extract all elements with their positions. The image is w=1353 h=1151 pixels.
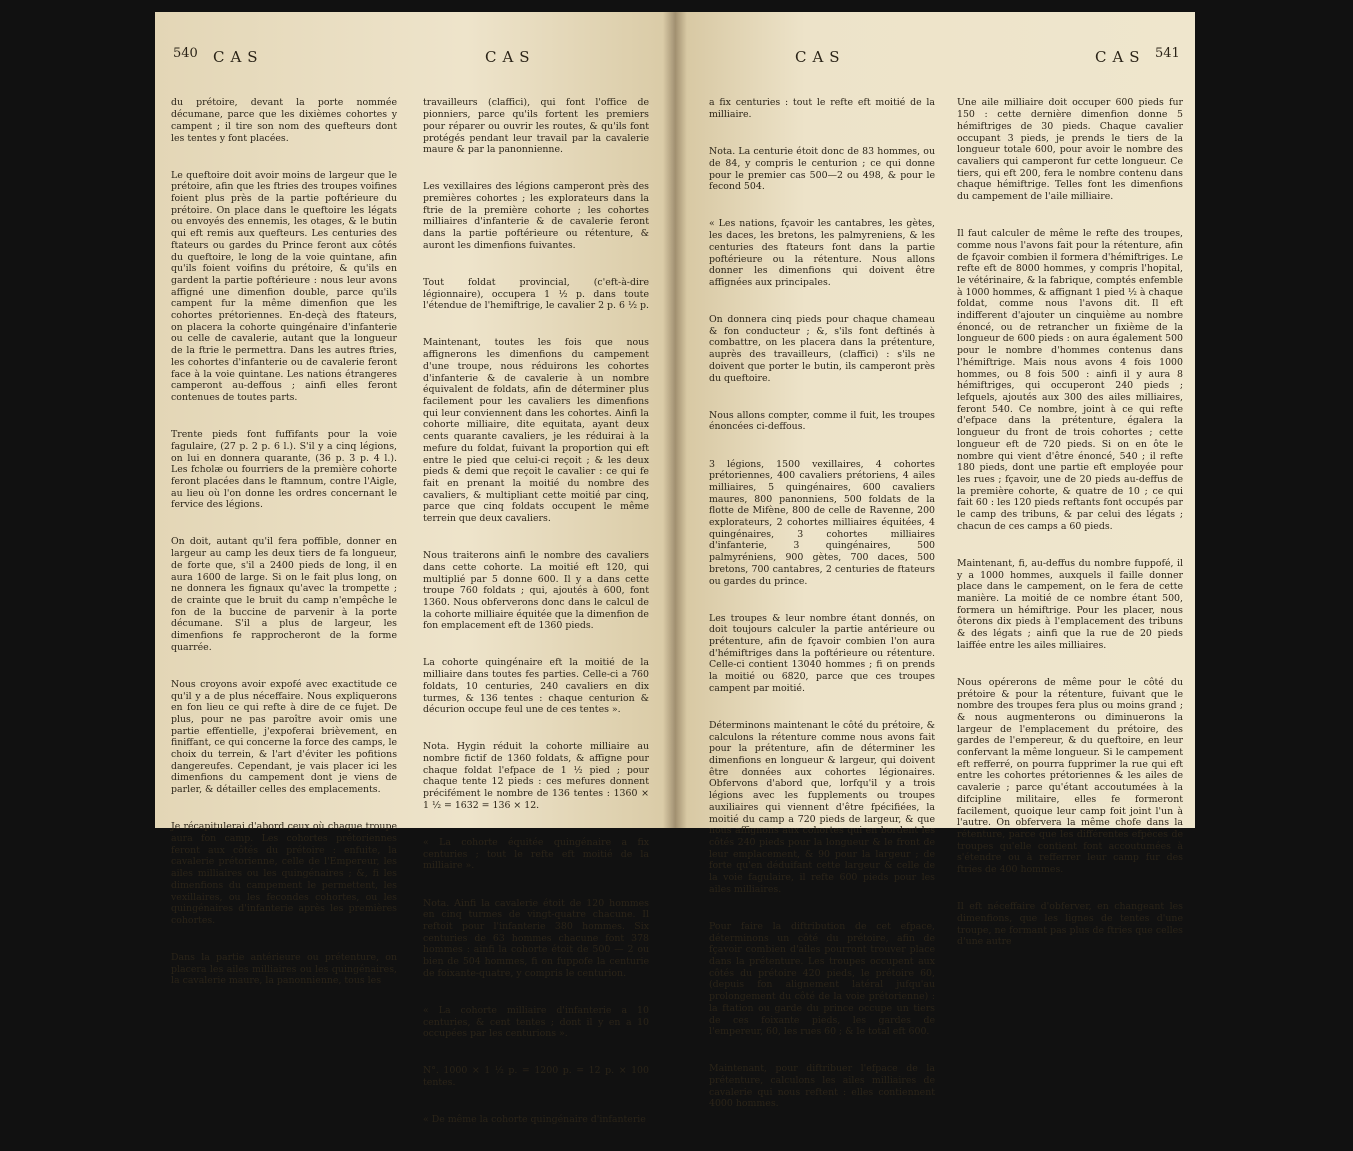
paragraph: Déterminons maintenant le côté du prétoire, & calculons la rétenture comme nous avons fait pour la prétenture, afin de déterminer les dimenfions en longueur & largeur, qui doivent être données aux cohortes légionaires. Obfervons d'abord que, lorfqu'il y a trois légions avec les fupplements ou troupes auxiliaires qui viennent d'être fpécifiées, la moitié du camp a 720 pieds de largeur, & que nous affignons aux cohortes qui en bordent les côtés 240 pieds pour la longueur & le front de leur emplacement, & 90 pour la largeur ; de forte qu'en déduifant cette largeur & celle de la voie fagulaire, il refte 600 pieds pour les ailes milliaires. — [709, 719, 938, 895]
paragraph: du prétoire, devant la porte nommée décumane, parce que les dixièmes cohortes y campent ; il tire son nom des quefteurs dont les tentes y font placées. — [171, 97, 400, 144]
paragraph: Nous traiterons ainfi le nombre des cavaliers dans cette cohorte. La moitié eft 120, qui multiplié par 5 donne 600. Il y a dans cette troupe 760 foldats ; qui, ajoutés à 600, font 1360. Nous obferverons donc dans le calcul de la cohorte milliaire équitée que la dimenfion de fon emplacement eft de 1360 pieds. — [423, 550, 652, 632]
paragraph: a fix centuries : tout le refte eft moitié de la milliaire. — [709, 97, 938, 121]
paragraph: Pour faire la diftribution de cet efpace, déterminons un côté du prétoire, afin de fçavoir combien d'ailes pourront trouver place dans la prétenture. Les troupes occupent aux côtés du prétoire 420 pieds, le prétoire 60, (depuis fon alignement latéral jufqu'au prolongement du côté de la voie prétorienne) : la ftation ou garde du prince occupe un tiers de ces foixante pieds, les gardes de l'empereur, 60, les rues 60 ; & le total eft 600. — [709, 920, 938, 1038]
text-column-right-1 — [709, 74, 938, 1110]
paragraph: Maintenant, pour diftribuer l'efpace de la prétenture, calculons les ailes milliaires de cavalerie qui nous reftent : elles contiennent 4000 hommes. — [709, 1063, 938, 1110]
text-column-right-2 — [957, 74, 1186, 948]
paragraph: Une aile milliaire doit occuper 600 pieds fur 150 : cette dernière dimenfion donne 5 hémiftriges de 30 pieds. Chaque cavalier occupant 3 pieds, je prends le tiers de la longueur totale 600, pour avoir le nombre des cavaliers qui camperont fur cette longueur. Ce tiers, qui eft 200, fera le nombre contenu dans chaque hémiftrige. Telles font les dimenfions du campement de l'aile milliaire. — [957, 97, 1186, 203]
paragraph: Tout foldat provincial, (c'eft-à-dire légionnaire), occupera 1 ½ p. dans toute l'étendue de l'hemiftrige, le cavalier 2 p. 6 ½ p. — [423, 276, 652, 312]
paragraph: 3 légions, 1500 vexillaires, 4 cohortes prétoriennes, 400 cavaliers prétoriens, 4 ailes milliaires, 5 quingénaires, 600 cavaliers maures, 800 panonniens, 500 foldats de la flotte de Mifène, 800 de celle de Ravenne, 200 explorateurs, 2 cohortes milliaires équitées, 4 quingénaires, 3 cohortes milliaires d'infanterie, 3 quingénaires, 500 palmyréniens, 900 gètes, 700 daces, 500 bretons, 700 cantabres, 2 centuries de ftateurs ou gardes du prince. — [709, 458, 938, 587]
paragraph: Dans la partie antérieure ou prétenture, on placera les ailes milliaires ou les quingénaires, la cavalerie maure, la panonnienne, tous les — [171, 952, 400, 987]
paragraph: Le queftoire doit avoir moins de largeur que le prétoire, afin que les ftries des troupes voifines foient plus près de la partie poftérieure du prétoire. On place dans le queftoire les légats ou envoyés des ennemis, les otages, & le butin qui eft remis aux quefteurs. Les centuries des ftateurs ou gardes du Prince feront aux côtés du queftoire, le long de la voie quintane, afin qu'ils foient voifins du prétoire, & qu'ils en gardent la partie poftérieure : nous leur avons affigné une dimenfion double, parce qu'ils campent fur la même dimenfion que les cohortes prétoriennes. En-deçà des ftateurs, on placera la cohorte quingénaire d'infanterie ou celle de cavalerie, autant que la longueur de la ftrie le permettra. Dans les autres ftries, les cohortes d'infanterie ou de cavalerie feront face à la voie quintane. Les nations étrangeres camperont au-deffous ; ainfi elles feront contenues de toutes parts. — [171, 169, 400, 403]
paragraph: Nota. Ainfi la cavalerie étoit de 120 hommes en cinq turmes de vingt-quatre chacune. Il reftoit pour l'infanterie 380 hommes. Six centuries de 63 hommes chacune font 378 hommes : ainfi la cohorte étoit de 500 — 2 ou bien de 504 hommes, fi on fuppofe la centurie de foixante-quatre, y compris le centurion. — [423, 897, 652, 979]
paragraph: « De même la cohorte quingénaire d'infanterie — [423, 1114, 646, 1126]
right-page — [675, 12, 1195, 1110]
paragraph: Maintenant, fi, au-deffus du nombre fuppofé, il y a 1000 hommes, auxquels il faille donner place dans le campement, on le fera de cette manière. La moitié de ce nombre étant 500, formera un hémiftrige. Pour les placer, nous ôterons dix pieds à l'emplacement des tribuns & des légats ; ainfi que la rue de 20 pieds laiffée entre les ailes milliaires. — [957, 557, 1186, 651]
paragraph: Maintenant, toutes les fois que nous affignerons les dimenfions du campement d'une troupe, nous réduirons les cohortes d'infanterie & de cavalerie à un nombre équivalent de foldats, afin de déterminer plus facilement pour les cavaliers les dimenfions qui leur conviennent dans les cohortes. Ainfi la cohorte milliaire, dite equitata, ayant deux cents quarante cavaliers, je les réduirai à la mefure du foldat, fuivant la proportion qui eft entre le pied que celui-ci reçoit ; & les deux pieds & demi que reçoit le cavalier : ce qui fe fait en prenant la moitié du nombre des cavaliers, & multipliant cette moitié par cinq, parce que cinq foldats occupent le même terrein que deux cavaliers. — [423, 337, 652, 525]
paragraph: Il eft néceffaire d'obferver, en changeant les dimenfions, que les lignes de tentes d'une troupe, ne formant pas plus de ftries que celles d'une autre — [957, 901, 1186, 948]
paragraph: « La cohorte milliaire d'infanterie a 10 centuries, & cent tentes ; dont il y en a 10 occupées par les centurions ». — [423, 1004, 652, 1040]
page-number: 541 — [1155, 46, 1180, 61]
running-head: CAS — [1095, 48, 1146, 66]
paragraph: Trente pieds font fuffifants pour la voie fagulaire, (27 p. 2 p. 6 l.). S'il y a cinq légions, on lui en donnera quarante, (36 p. 3 p. 4 l.). Les fcholæ ou fourriers de la première cohorte feront placées dans le ftamnum, contre l'Aigle, au lieu où l'on donne les ordres concernant le fervice des légions. — [171, 429, 400, 511]
paragraph: Nota. Hygin réduit la cohorte milliaire au nombre fictif de 1360 foldats, & affigne pour chaque foldat l'efpace de 1 ½ pied ; pour chaque tente 12 pieds : ces mefures donnent précifément le nombre de 136 tentes : 1360 × 1 ½ = 1632 = 136 × 12. — [423, 741, 652, 811]
paragraph: Nota. La centurie étoit donc de 83 hommes, ou de 84, y compris le centurion ; ce qui donne pour le premier cas 500—2 ou 498, & pour le fecond 504. — [709, 146, 938, 193]
paragraph: Les troupes & leur nombre étant donnés, on doit toujours calculer la partie antérieure ou prétenture, afin de fçavoir combien l'on aura d'hémiftriges dans la poftérieure ou rétenture. Celle-ci contient 13040 hommes ; fi on prends la moitié ou 6820, parce que ces troupes campent par moitié. — [709, 612, 938, 694]
text-column-left-1 — [171, 74, 400, 987]
paragraph: Je récapitulerai d'abord ceux où chaque troupe aura fon camp. Les cohortes prétoriennes feront aux côtés du prétoire : enfuite, la cavalerie prétorienne, celle de l'Empereur, les ailes milliaires ou les quingénaires ; &, fi les dimenfions du campement le permettent, les vexillaires, ou les fecondes cohortes, ou les quingénaires d'infanterie après les premières cohortes. — [171, 821, 400, 926]
paragraph: travailleurs (claffici), qui font l'office de pionniers, parce qu'ils fortent les premiers pour réparer ou ouvrir les routes, & qu'ils font protégés pendant leur travail par la cavalerie maure & par la panonnienne. — [423, 97, 652, 156]
paragraph: Les vexillaires des légions camperont près des premières cohortes ; les explorateurs dans la ftrie de la première cohorte ; les cohortes milliaires d'infanterie & de cavalerie feront dans la partie poftérieure ou rétenture, & auront les dimenfions fuivantes. — [423, 181, 652, 251]
page-number: 540 — [173, 46, 198, 61]
text-column-left-2 — [423, 74, 652, 1126]
running-head: CAS — [795, 48, 846, 66]
running-head: CAS — [485, 48, 536, 66]
paragraph: « Les nations, fçavoir les cantabres, les gètes, les daces, les bretons, les palmyreniens, & les centuries des ftateurs font dans la partie poftérieure ou la rétenture. Nous allons donner les dimenfions qui doivent être affignées aux principales. — [709, 218, 938, 288]
paragraph: « La cohorte équitée quingénaire a fix centuries ; tout le refte eft moitié de la milliaire ». — [423, 837, 652, 872]
paragraph: Nous allons compter, comme il fuit, les troupes énoncées ci-deffous. — [709, 409, 938, 433]
paragraph: Nous croyons avoir expofé avec exactitude ce qu'il y a de plus néceffaire. Nous expliquerons en fon lieu ce qui refte à dire de ce fujet. De plus, pour ne pas paroître avoir omis une partie effentielle, j'expoferai brièvement, en finiffant, ce qui concerne la force des camps, le choix du terrein, & l'art d'éviter les pofitions dangereufes. Cependant, je vais placer ici les dimenfions du campement dont je viens de parler, & détailler celles des emplacements. — [171, 678, 400, 796]
book-gutter — [663, 12, 687, 828]
paragraph: Il faut calculer de même le refte des troupes, comme nous l'avons fait pour la rétenture, afin de fçavoir combien il formera d'hémiftriges. Le refte eft de 8000 hommes, y compris l'hopital, le vétérinaire, & la fabrique, comptés enfemble à 1000 hommes, & affignant 1 pied ½ à chaque foldat, comme nous l'avons dit. Il eft indifferent d'ajouter un cinquième au nombre énoncé, ou de retrancher un fixième de la longueur de 600 pieds : on aura également 500 pour le nombre d'hommes contenus dans l'hémiftrige. Mais nous avons 4 fois 1000 hommes, ou 8 fois 500 : ainfi il y aura 8 hémiftriges, qui occuperont 240 pieds ; lefquels, ajoutés aux 300 des ailes milliaires, feront 540. Ce nombre, joint à ce qui refte d'efpace dans la prétenture, égalera la longueur du front de trois cohortes ; cette longueur eft de 720 pieds. Si on en ôte le nombre qui vient d'être énoncé, 540 ; il refte 180 pieds, dont une partie eft employée pour les rues ; fçavoir, une de 20 pieds au-deffus de la première cohorte, & quatre de 10 ; ce qui fait 60 : les 120 pieds reftants font occupés par le camp des tribuns, & par celui des légats ; chacun de ces camps a 60 pieds. — [957, 228, 1186, 532]
open-book — [155, 12, 1195, 1126]
paragraph: On doit, autant qu'il fera poffible, donner en largeur au camp les deux tiers de fa longueur, de forte que, s'il a 2400 pieds de long, il en aura 1600 de large. Si on le fait plus long, on ne donnera les fignaux qu'avec la trompette ; de crainte que le bruit du camp n'empêche le fon de la buccine de parvenir à la porte décumane. S'il a plus de largeur, les dimenfions fe rapprocheront de la forme quarrée. — [171, 536, 400, 653]
paragraph: Nous opérerons de même pour le côté du prétoire & pour la rétenture, fuivant que le nombre des troupes fera plus ou moins grand ; & nous augmenterons ou diminuerons la largeur de l'emplacement du prétoire, des gardes de l'empereur, & du queftoire, en leur confervant la même longueur. Si le campement eft refferré, on pourra fupprimer la rue qui eft entre les cohortes prétoriennes & les ailes de cavalerie ; parce qu'étant accoutumées à la difcipline militaire, elles fe formeront facilement, quoique leur camp foit joint l'un à l'autre. On obfervera la même chofe dans la rétenture, parce que les différentes efpèces de troupes qu'elle contient font accoutumées à s'étendre ou à refferrer leur camp fur des ftries de 400 hommes. — [957, 676, 1186, 876]
paragraph: N°. 1000 × 1 ½ p. = 1200 p. = 12 p. × 100 tentes. — [423, 1065, 652, 1089]
paragraph: On donnera cinq pieds pour chaque chameau & fon conducteur ; &, s'ils font deftinés à combattre, on les placera dans la prétenture, auprès des travailleurs, (claffici) : s'ils ne doivent que porter le butin, ils camperont près du queftoire. — [709, 314, 938, 384]
paragraph: La cohorte quingénaire eft la moitié de la milliaire dans toutes fes parties. Celle-ci a 760 foldats, 10 centuries, 240 cavaliers en dix turmes, & 136 tentes : chaque centurion & décurion occupe feul une de ces tentes ». — [423, 657, 652, 716]
running-head: CAS — [213, 48, 264, 66]
left-page — [155, 12, 675, 1126]
